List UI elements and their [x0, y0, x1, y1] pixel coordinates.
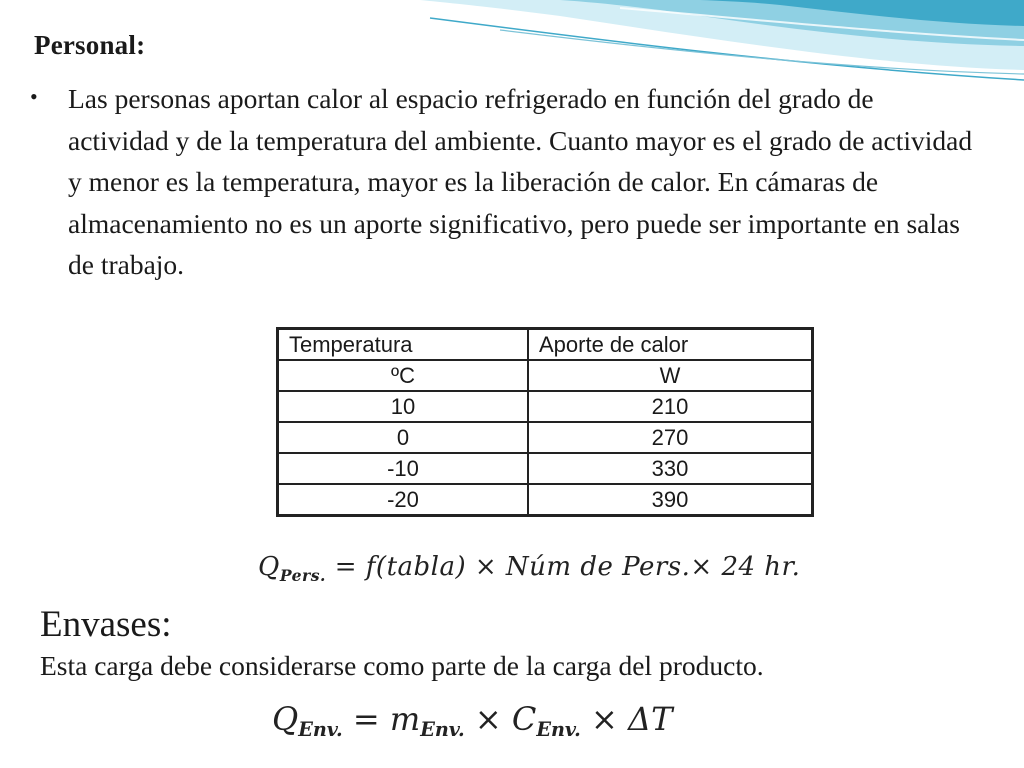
unit-temperature: ºC [278, 360, 529, 391]
table-cell: 330 [528, 453, 813, 484]
formula-q-subscript: Env. [298, 718, 343, 741]
table-row [278, 453, 813, 484]
formula-personas [258, 552, 800, 585]
table-row [278, 391, 813, 422]
formula-delta-t: × ΔT [580, 700, 673, 738]
envases-text: Esta carga debe considerarse como parte de la carga del producto. [40, 650, 764, 681]
table-row [278, 422, 813, 453]
formula-envases [272, 700, 672, 741]
formula-c-subscript: Env. [536, 718, 581, 741]
formula-q: Q [272, 700, 299, 738]
formula-m: = m [352, 700, 421, 738]
formula-c: × C [464, 700, 537, 738]
formula-m-subscript: Env. [420, 718, 465, 741]
table-cell: 210 [528, 391, 813, 422]
table-cell: -10 [278, 453, 529, 484]
table-cell: 270 [528, 422, 813, 453]
heat-contribution-table [276, 327, 814, 517]
table-cell: 0 [278, 422, 529, 453]
heat-table-container [276, 327, 814, 517]
table-row [278, 484, 813, 516]
personal-heading: Personal: [34, 30, 146, 60]
envases-heading: Envases: [40, 604, 172, 645]
formula-rhs: = f(tabla) × Núm de Pers.× 24 hr. [334, 552, 801, 582]
formula-q: Q [258, 552, 280, 582]
unit-heat: W [528, 360, 813, 391]
bullet-marker: • [30, 84, 38, 109]
table-cell: 10 [278, 391, 529, 422]
table-cell: 390 [528, 484, 813, 516]
personal-bullet-text: Las personas aportan calor al espacio refrigerado en función del grado de actividad y de la temperatura del ambiente. Cuanto mayor es el grado de actividad y menor es la temperatura, mayor es la liberación de calor. En cámaras de almacenamiento no es un aporte significativo, pero puede ser importante en salas de trabajo. [68, 83, 973, 280]
table-cell: -20 [278, 484, 529, 516]
table-header-row [278, 329, 813, 361]
formula-q-subscript: Pers. [279, 566, 326, 585]
header-aporte-de-calor: Aporte de calor [528, 329, 813, 361]
table-units-row [278, 360, 813, 391]
header-temperatura: Temperatura [278, 329, 529, 361]
